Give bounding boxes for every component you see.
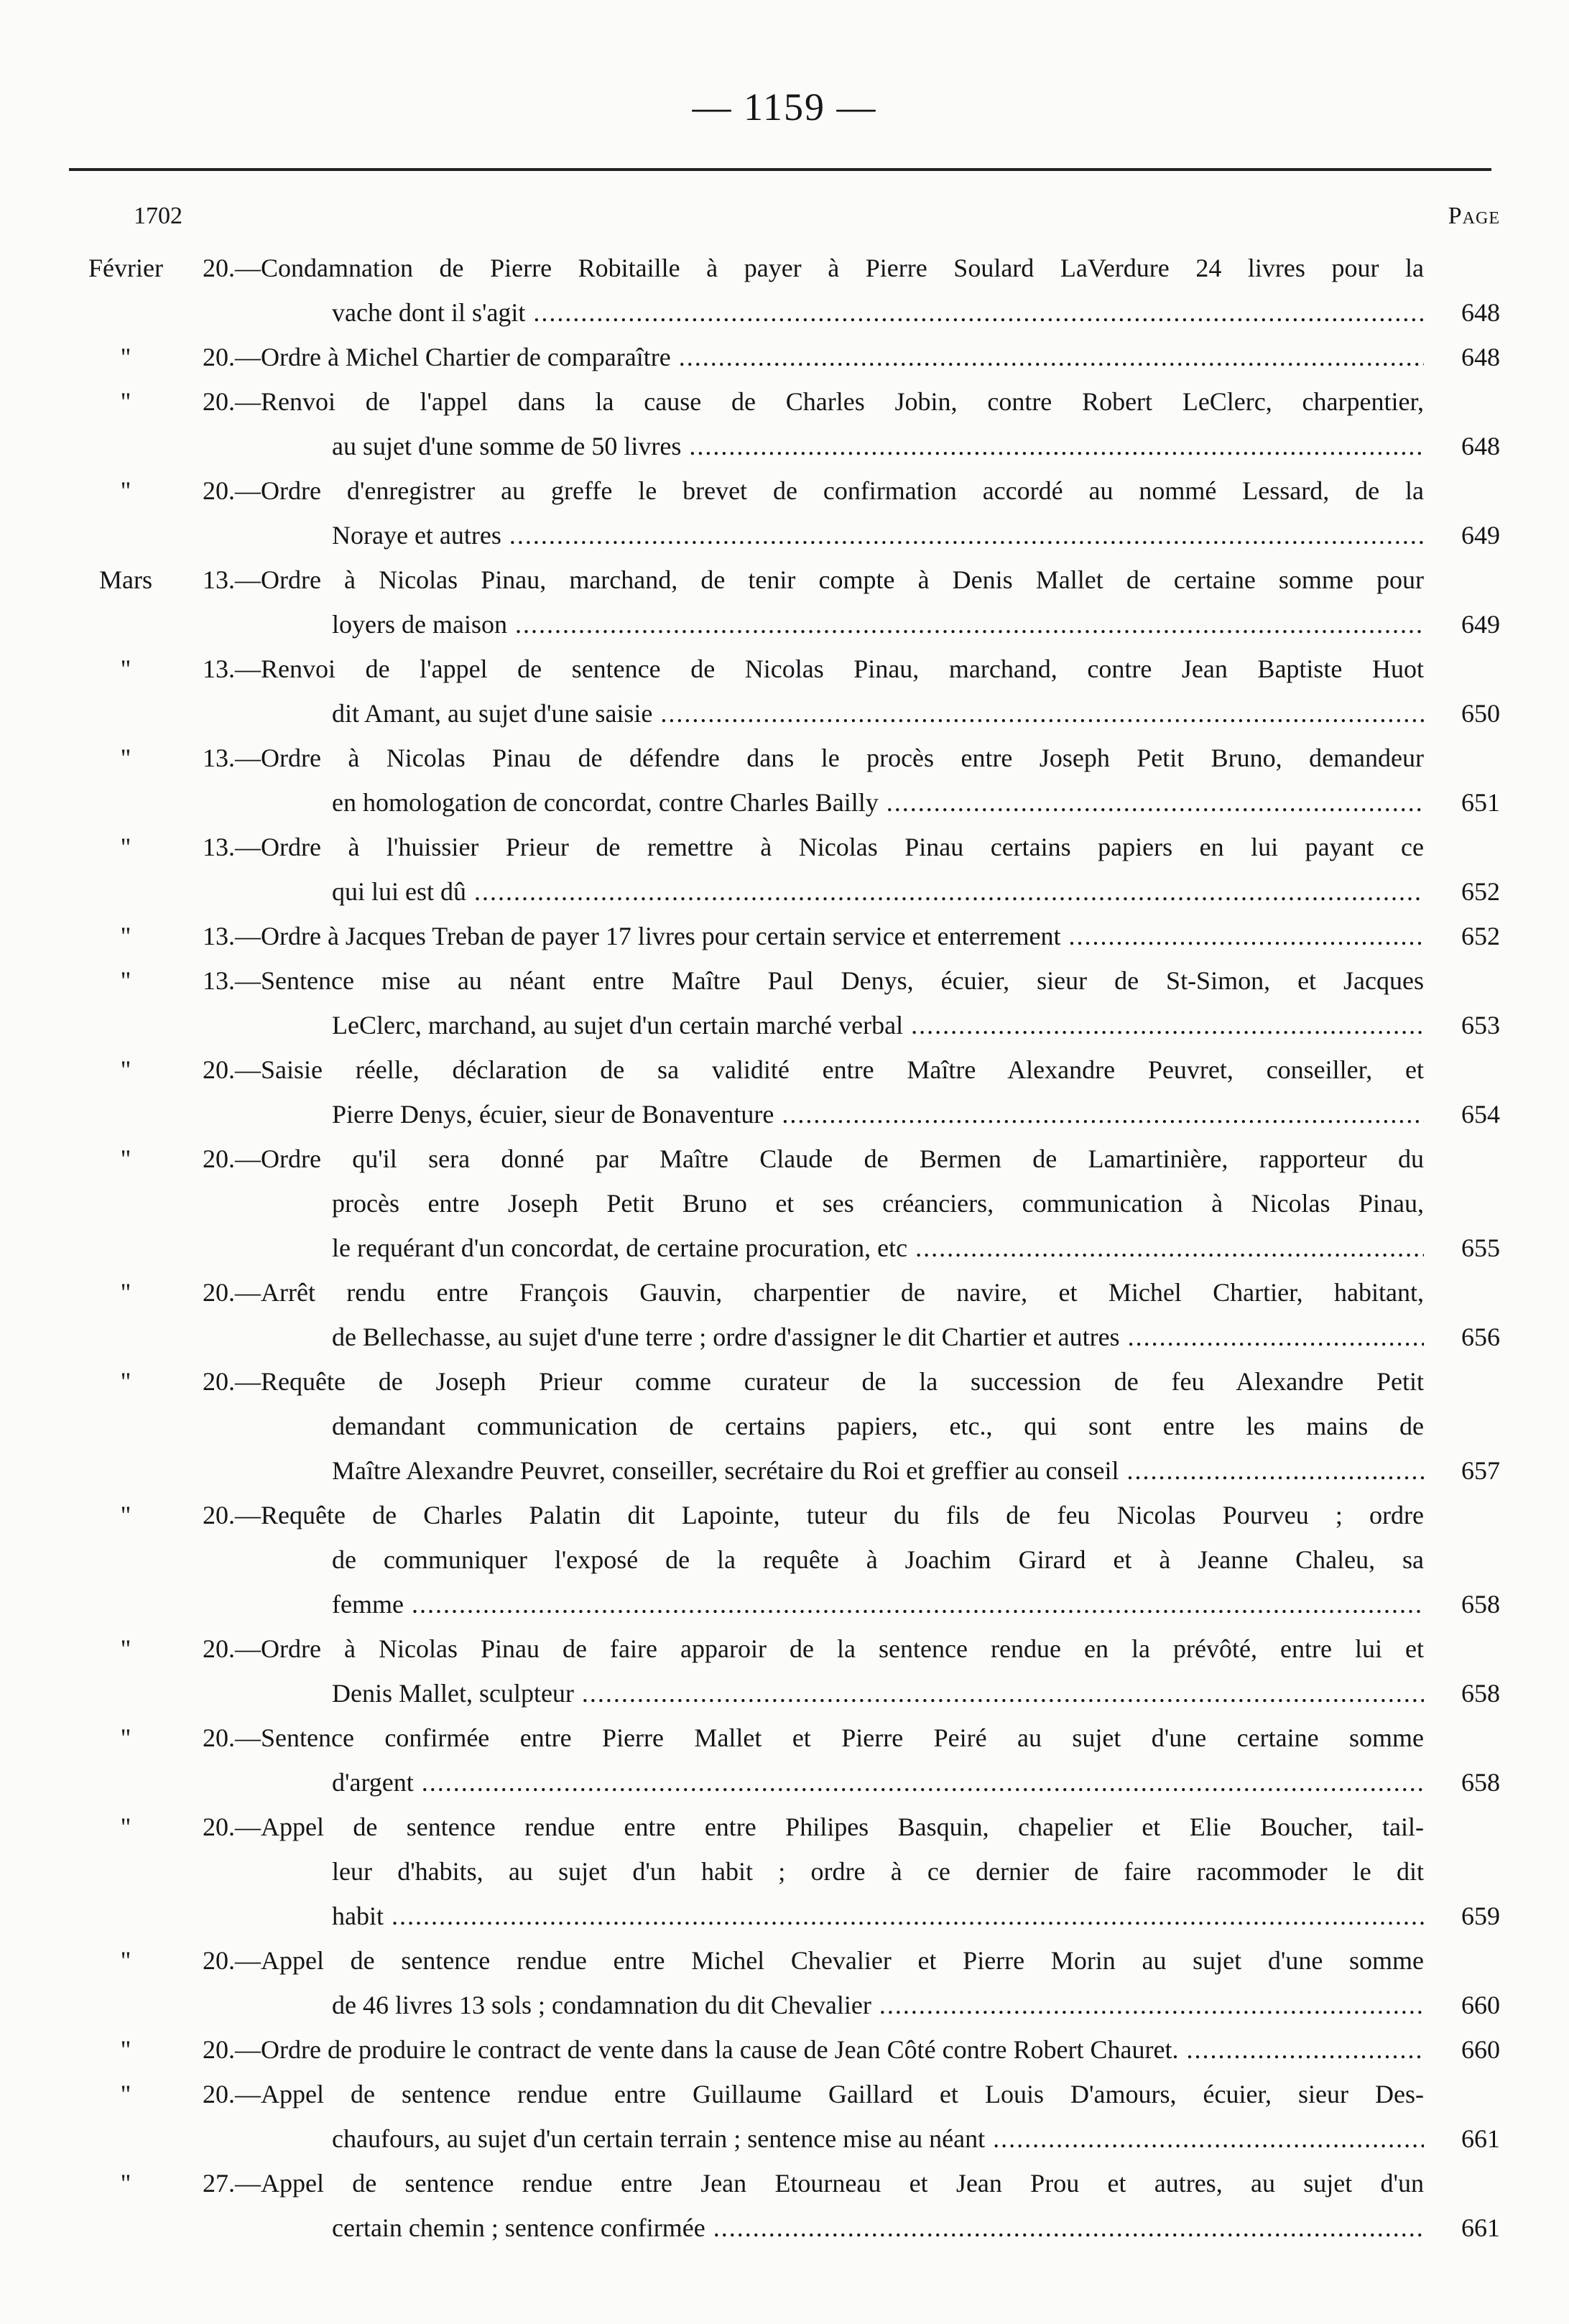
entry-page-ref: 652 [1437,914,1500,958]
entry-month: " [120,1055,131,1084]
entry-month: " [120,1723,131,1752]
entry-line [0,1359,1569,1404]
entry-line [0,869,1569,914]
entry-text: 20.—Appel de sentence rendue entre entre Philipes Basquin, chapelier et Elie Boucher, tail- [203,1813,1424,1841]
entry-month: Mars [99,565,152,594]
index-entry [0,914,1569,958]
entry-month: " [120,1634,131,1663]
entry-page-ref: 651 [1437,780,1500,825]
index-entry [0,557,1569,647]
entry-page-ref: 658 [1437,1671,1500,1716]
entry-text: 20.—Requête de Joseph Prieur comme curateur de la succession de feu Alexandre Petit [203,1367,1424,1396]
entry-month: " [120,1144,131,1173]
entry-line [0,958,1569,1003]
index-entry [0,647,1569,736]
entry-line [0,736,1569,780]
entry-line [0,1226,1569,1270]
entry-text: d'argent ..... [332,1760,1424,1805]
entry-text: 20.—Ordre à Nicolas Pinau de faire apparoir de la sentence rendue en la prévôté, entre lui et [203,1634,1424,1663]
entry-month: " [120,2080,131,2108]
entry-text: 20.—Condamnation de Pierre Robitaille à payer à Pierre Soulard LaVerdure 24 livres pour la [203,254,1424,282]
index-entry [0,958,1569,1047]
entry-line [0,1760,1569,1805]
entry-line [0,468,1569,513]
index-entry [0,2072,1569,2161]
entry-text: 20.—Sentence confirmée entre Pierre Mallet et Pierre Peiré au sujet d'une certaine somme [203,1723,1424,1752]
entry-month: " [120,922,131,950]
index-entry [0,1047,1569,1136]
entry-month: " [120,1367,131,1396]
entry-text: 20.—Renvoi de l'appel dans la cause de Charles Jobin, contre Robert LeClerc, charpentier, [203,387,1424,416]
entry-text: en homologation de concordat, contre Charles Bailly ..... [332,780,1424,825]
entry-text: au sujet d'une somme de 50 livres ..... [332,424,1424,468]
index-entry [0,379,1569,468]
entry-line [0,602,1569,647]
entry-text: femme ..... [332,1582,1424,1626]
entry-month: Février [88,254,163,282]
entry-line [0,424,1569,468]
index-entry [0,825,1569,914]
entry-line [0,1894,1569,1938]
entry-line [0,513,1569,557]
entry-line [0,1849,1569,1894]
entry-text: 20.—Ordre d'enregistrer au greffe le brevet de confirmation accordé au nommé Lessard, de la [203,476,1424,505]
entry-text: LeClerc, marchand, au sujet d'un certain marché verbal ..... [332,1003,1424,1047]
entry-text: 20.—Appel de sentence rendue entre Michel Chevalier et Pierre Morin au sujet d'une somme [203,1946,1424,1975]
index-entry [0,736,1569,825]
entry-page-ref: 658 [1437,1760,1500,1805]
entry-line [0,691,1569,736]
entry-page-ref: 654 [1437,1092,1500,1136]
entry-text: 20.—Arrêt rendu entre François Gauvin, charpentier de navire, et Michel Chartier, habitant, [203,1278,1424,1307]
entry-text: le requérant d'un concordat, de certaine procuration, etc ..... [332,1226,1424,1270]
entry-text: 20.—Ordre à Michel Chartier de comparaître ..... [203,335,1424,379]
index-entry [0,1359,1569,1493]
entry-page-ref: 660 [1437,2027,1500,2072]
entry-text: 20.—Ordre qu'il sera donné par Maître Claude de Bermen de Lamartinière, rapporteur du [203,1144,1424,1173]
index-entry [0,1493,1569,1626]
entry-month: " [120,1501,131,1529]
entry-text: Denis Mallet, sculpteur ..... [332,1671,1424,1716]
entry-text: certain chemin ; sentence confirmée ..... [332,2205,1424,2250]
entry-line [0,1537,1569,1582]
entry-month: " [120,387,131,416]
entry-line [0,1315,1569,1359]
entry-text: 27.—Appel de sentence rendue entre Jean Etourneau et Jean Prou et autres, au sujet d'un [203,2169,1424,2198]
entry-page-ref: 657 [1437,1448,1500,1493]
entry-line [0,1092,1569,1136]
entry-line [0,290,1569,335]
entry-text: 20.—Appel de sentence rendue entre Guillaume Gaillard et Louis D'amours, écuier, sieur Des- [203,2080,1424,2108]
index-entry [0,468,1569,557]
entry-text: 20.—Requête de Charles Palatin dit Lapointe, tuteur du fils de feu Nicolas Pourveu ; ordre [203,1501,1424,1529]
entry-month: " [120,476,131,505]
entry-text: dit Amant, au sujet d'une saisie ..... [332,691,1424,736]
entry-page-ref: 652 [1437,869,1500,914]
entry-month: " [120,1946,131,1975]
entry-line [0,1716,1569,1760]
index-entry [0,246,1569,335]
entry-line [0,1983,1569,2027]
entry-text: demandant communication de certains papiers, etc., qui sont entre les mains de [332,1412,1424,1440]
entry-month: " [120,343,131,371]
entry-page-ref: 649 [1437,602,1500,647]
entry-text: habit ..... [332,1894,1424,1938]
entry-line [0,1805,1569,1849]
entry-text: procès entre Joseph Petit Bruno et ses créanciers, communication à Nicolas Pinau, [332,1189,1424,1218]
index-entry [0,1805,1569,1938]
entry-month: " [120,2035,131,2064]
entry-page-ref: 658 [1437,1582,1500,1626]
entry-line [0,1938,1569,1983]
entry-line [0,825,1569,869]
entry-text: 13.—Renvoi de l'appel de sentence de Nicolas Pinau, marchand, contre Jean Baptiste Huot [203,654,1424,683]
entry-line [0,1136,1569,1181]
entry-line [0,1582,1569,1626]
index-entry [0,1626,1569,1716]
entry-line [0,780,1569,825]
entry-line [0,2205,1569,2250]
entry-page-ref: 648 [1437,335,1500,379]
entry-month: " [120,833,131,861]
index-entry [0,2161,1569,2250]
entry-text: qui lui est dû ..... [332,869,1424,914]
index-entry [0,1136,1569,1270]
entry-month: " [120,744,131,772]
entry-line [0,2027,1569,2072]
index-entry [0,1938,1569,2027]
entry-line [0,1404,1569,1448]
entry-text: loyers de maison ..... [332,602,1424,647]
entry-text: chaufours, au sujet d'un certain terrain ; sentence mise au néant ..... [332,2116,1424,2161]
entry-text: de 46 livres 13 sols ; condamnation du dit Chevalier ..... [332,1983,1424,2027]
header-rule [69,168,1491,171]
entry-page-ref: 656 [1437,1315,1500,1359]
entry-line [0,647,1569,691]
entry-page-ref: 653 [1437,1003,1500,1047]
entry-page-ref: 660 [1437,1983,1500,2027]
entry-text: 13.—Ordre à l'huissier Prieur de remettre à Nicolas Pinau certains papiers en lui payant ce [203,833,1424,861]
entry-line [0,379,1569,424]
entry-line [0,1181,1569,1226]
index-entry [0,2027,1569,2072]
entry-text: 13.—Sentence mise au néant entre Maître Paul Denys, écuier, sieur de St-Simon, et Jacques [203,966,1424,995]
entry-text: 13.—Ordre à Nicolas Pinau, marchand, de tenir compte à Denis Mallet de certaine somme pour [203,565,1424,594]
entry-text: de Bellechasse, au sujet d'une terre ; ordre d'assigner le dit Chartier et autres ..... [332,1315,1424,1359]
entry-page-ref: 661 [1437,2205,1500,2250]
entry-text: 20.—Saisie réelle, déclaration de sa validité entre Maître Alexandre Peuvret, conseiller, et [203,1055,1424,1084]
entry-line [0,1270,1569,1315]
entry-line [0,557,1569,602]
entry-line [0,2072,1569,2116]
entry-line [0,246,1569,290]
entry-month: " [120,654,131,683]
entry-line [0,2116,1569,2161]
entry-page-ref: 648 [1437,290,1500,335]
entry-line [0,335,1569,379]
entry-text: leur d'habits, au sujet d'un habit ; ordre à ce dernier de faire racommoder le dit [332,1857,1424,1886]
entry-text: Noraye et autres ..... [332,513,1424,557]
entry-line [0,1448,1569,1493]
entry-text: de communiquer l'exposé de la requête à Joachim Girard et à Jeanne Chaleu, sa [332,1545,1424,1574]
entry-text: Maître Alexandre Peuvret, conseiller, secrétaire du Roi et greffier au conseil ..... [332,1448,1424,1493]
entry-text: 13.—Ordre à Nicolas Pinau de défendre dans le procès entre Joseph Petit Bruno, demandeur [203,744,1424,772]
entry-page-ref: 661 [1437,2116,1500,2161]
entry-line [0,914,1569,958]
entry-text: vache dont il s'agit ..... [332,290,1424,335]
entry-text: Pierre Denys, écuier, sieur de Bonaventure ..... [332,1092,1424,1136]
index-entry [0,1716,1569,1805]
entry-month: " [120,1813,131,1841]
entry-line [0,1626,1569,1671]
index-entry [0,1270,1569,1359]
entry-line [0,1047,1569,1092]
entry-line [0,1003,1569,1047]
entry-page-ref: 649 [1437,513,1500,557]
entry-text: 13.—Ordre à Jacques Treban de payer 17 livres pour certain service et enterrement ..... [203,914,1424,958]
entry-text: 20.—Ordre de produire le contract de vente dans la cause de Jean Côté contre Robert Chauret. ..... [203,2027,1424,2072]
year-column-heading: 1702 [134,203,182,229]
entry-line [0,1493,1569,1537]
entry-page-ref: 659 [1437,1894,1500,1938]
entry-line [0,2161,1569,2205]
entry-month: " [120,2169,131,2198]
entry-month: " [120,966,131,995]
entry-page-ref: 655 [1437,1226,1500,1270]
entry-page-ref: 648 [1437,424,1500,468]
entry-month: " [120,1278,131,1307]
page-column-heading: Page [1448,203,1500,229]
entry-page-ref: 650 [1437,691,1500,736]
entry-line [0,1671,1569,1716]
page-number: — 1159 — [692,85,877,129]
index-entries [0,246,1569,2250]
index-entry [0,335,1569,379]
